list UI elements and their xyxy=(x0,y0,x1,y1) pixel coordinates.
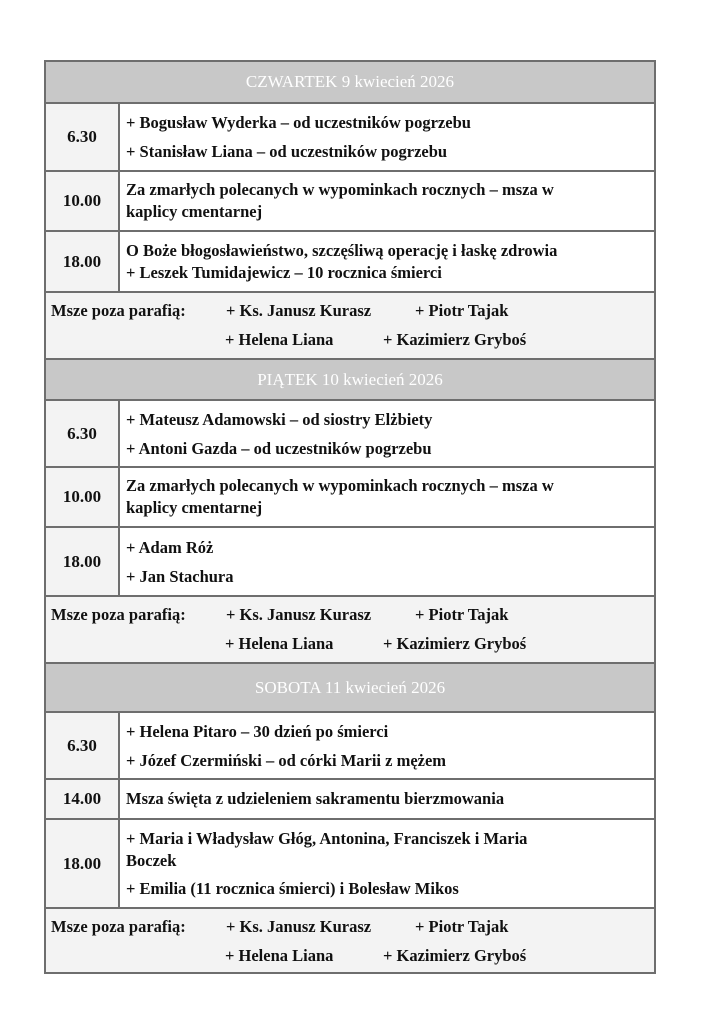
mass-time: 14.00 xyxy=(46,780,120,818)
intention-line: + Jan Stachura xyxy=(126,566,234,586)
intention-line: + Maria i Władysław Głóg, Antonina, Franciszek i Maria xyxy=(126,828,528,848)
outside-name: + Helena Liana xyxy=(225,330,334,349)
intention-line: + Antoni Gazda – od uczestników pogrzebu xyxy=(126,438,432,458)
intention-line: + Helena Pitaro – 30 dzień po śmierci xyxy=(126,721,389,741)
mass-time: 18.00 xyxy=(46,528,120,595)
intention-line: Za zmarłych polecanych w wypominkach rocznych – msza w xyxy=(126,476,554,495)
intention-line: kaplicy cmentarnej xyxy=(126,202,263,221)
mass-time: 6.30 xyxy=(46,104,120,170)
intention-line: Boczek xyxy=(126,850,177,870)
intention-line: O Boże błogosławieństwo, szczęśliwą operację i łaskę zdrowia xyxy=(126,240,558,260)
mass-time: 18.00 xyxy=(46,820,120,907)
outside-name: + Helena Liana xyxy=(225,634,334,653)
mass-intentions xyxy=(120,401,654,466)
outside-name: + Kazimierz Gryboś xyxy=(383,634,527,653)
day-header xyxy=(46,62,654,102)
intention-line: kaplicy cmentarnej xyxy=(126,498,263,517)
mass-intentions xyxy=(120,232,654,291)
mass-intentions xyxy=(120,713,654,778)
outside-parish-masses xyxy=(46,291,654,358)
mass-row xyxy=(46,711,654,778)
mass-row xyxy=(46,818,654,907)
mass-row xyxy=(46,526,654,595)
mass-time: 10.00 xyxy=(46,468,120,526)
intention-line: + Stanisław Liana – od uczestników pogrzebu xyxy=(126,142,448,161)
mass-row xyxy=(46,466,654,526)
intention-line: + Adam Róż xyxy=(126,537,214,557)
day-header-text: PIĄTEK 10 kwiecień 2026 xyxy=(257,369,443,389)
day-header xyxy=(46,662,654,711)
mass-intentions xyxy=(120,104,654,170)
mass-row xyxy=(46,102,654,170)
intention-line: + Mateusz Adamowski – od siostry Elżbiety xyxy=(126,409,433,429)
mass-row xyxy=(46,170,654,230)
mass-intentions xyxy=(120,172,654,230)
mass-time: 6.30 xyxy=(46,401,120,466)
outside-name: + Kazimierz Gryboś xyxy=(383,946,527,965)
outside-name: + Piotr Tajak xyxy=(415,605,509,624)
mass-intentions xyxy=(120,528,654,595)
mass-row xyxy=(46,778,654,818)
mass-time: 10.00 xyxy=(46,172,120,230)
outside-name: + Ks. Janusz Kurasz xyxy=(226,301,372,320)
day-header-text: CZWARTEK 9 kwiecień 2026 xyxy=(245,72,455,91)
mass-intentions xyxy=(120,780,654,818)
intention-line: + Józef Czermiński – od córki Marii z mężem xyxy=(126,750,447,770)
intention-line: + Emilia (11 rocznica śmierci) i Bolesław Mikos xyxy=(126,878,459,898)
outside-name: + Helena Liana xyxy=(225,946,334,965)
outside-name: + Ks. Janusz Kurasz xyxy=(226,605,372,624)
mass-schedule-table xyxy=(44,60,656,974)
outside-label: Msze poza parafią: xyxy=(51,605,186,624)
mass-time: 6.30 xyxy=(46,713,120,778)
outside-name: + Piotr Tajak xyxy=(415,301,509,320)
outside-label: Msze poza parafią: xyxy=(51,301,186,320)
intention-line: + Leszek Tumidajewicz – 10 rocznica śmierci xyxy=(126,262,442,282)
day-header xyxy=(46,358,654,399)
mass-row xyxy=(46,230,654,291)
mass-intentions xyxy=(120,468,654,526)
day-header-text: SOBOTA 11 kwiecień 2026 xyxy=(254,677,446,697)
mass-row xyxy=(46,399,654,466)
outside-name: + Piotr Tajak xyxy=(415,917,509,936)
mass-time: 18.00 xyxy=(46,232,120,291)
outside-name: + Kazimierz Gryboś xyxy=(383,330,527,349)
outside-label: Msze poza parafią: xyxy=(51,917,186,936)
outside-name: + Ks. Janusz Kurasz xyxy=(226,917,372,936)
intention-line: + Bogusław Wyderka – od uczestników pogrzebu xyxy=(126,113,471,132)
mass-intentions xyxy=(120,820,654,907)
outside-parish-masses xyxy=(46,907,654,972)
intention-line: Msza święta z udzieleniem sakramentu bierzmowania xyxy=(126,789,505,808)
intention-line: Za zmarłych polecanych w wypominkach rocznych – msza w xyxy=(126,180,554,199)
outside-parish-masses xyxy=(46,595,654,662)
